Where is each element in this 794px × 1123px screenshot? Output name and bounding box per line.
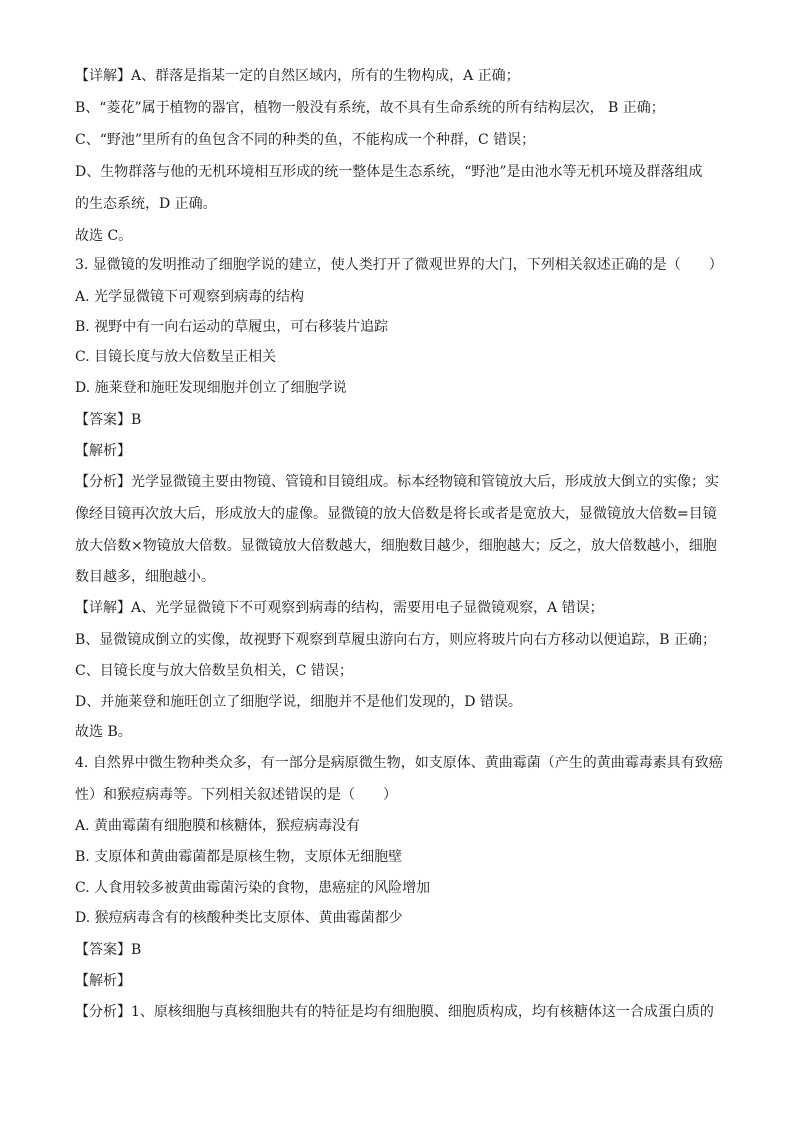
question-stem: 3. 显微镜的发明推动了细胞学说的建立，使人类打开了微观世界的大门，下列相关叙述正确的是（ ） (75, 257, 723, 273)
text-line: 像经目镜再次放大后，形成放大的虚像。显微镜的放大倍数是将长或者是宽放大，显微镜放大倍数=目镜 (75, 506, 717, 522)
option-c: C. 目镜长度与放大倍数呈正相关 (75, 349, 277, 365)
option-d: D. 施莱登和施旺发现细胞并创立了细胞学说 (75, 380, 347, 396)
option-a: A. 黄曲霉菌有细胞膜和核糖体，猴痘病毒没有 (75, 818, 361, 834)
text-line: B、“菱花”属于植物的器官，植物一般没有系统，故不具有生命系统的所有结构层次， B 正确； (75, 100, 665, 116)
analysis-label: 【解析】 (75, 443, 131, 459)
answer-label: 【答案】B (75, 412, 142, 428)
text-line: 故选 B。 (75, 724, 132, 740)
option-d: D. 猴痘病毒含有的核酸种类比支原体、黄曲霉菌都少 (75, 910, 403, 926)
text-line: 放大倍数×物镜放大倍数。显微镜放大倍数越大，细胞数目越少，细胞越大；反之，放大倍数越小，细胞 (75, 538, 717, 554)
text-line: 的生态系统，D 正确。 (75, 196, 217, 212)
text-line: B、显微镜成倒立的实像，故视野下观察到草履虫游向右方，则应将玻片向右方移动以便追踪，B 正确； (75, 632, 717, 648)
text-line: C、目镜长度与放大倍数呈负相关，C 错误； (75, 663, 353, 679)
text-line: D、生物群落与他的无机环境相互形成的统一整体是生态系统，“野池”是由池水等无机环境及群落组成 (75, 164, 703, 180)
answer-label: 【答案】B (75, 942, 142, 958)
option-b: B. 支原体和黄曲霉菌都是原核生物，支原体无细胞壁 (75, 849, 403, 865)
text-line: 【分析】光学显微镜主要由物镜、管镜和目镜组成。标本经物镜和管镜放大后，形成放大倒立的实像；实 (75, 474, 719, 490)
option-c: C. 人食用较多被黄曲霉菌污染的食物，患癌症的风险增加 (75, 880, 431, 896)
text-line: 【详解】A、群落是指某一定的自然区域内，所有的生物构成，A 正确； (75, 68, 520, 84)
question-stem-cont: 性）和猴痘病毒等。下列相关叙述错误的是（ ） (75, 787, 397, 803)
text-line: 【分析】1、原核细胞与真核细胞共有的特征是均有细胞膜、细胞质构成，均有核糖体这一合成蛋白质的 (75, 1004, 714, 1020)
text-line: C、“野池”里所有的鱼包含不同的种类的鱼，不能构成一个种群，C 错误； (75, 132, 536, 148)
text-line: 故选 C。 (75, 228, 133, 244)
text-line: D、并施莱登和施旺创立了细胞学说，细胞并不是他们发现的，D 错误。 (75, 694, 522, 710)
option-b: B. 视野中有一向右运动的草履虫，可右移装片追踪 (75, 319, 389, 335)
analysis-label: 【解析】 (75, 973, 131, 989)
question-stem: 4. 自然界中微生物种类众多，有一部分是病原微生物，如支原体、黄曲霉菌（产生的黄曲霉毒素具有致癌 (75, 755, 723, 771)
text-line: 数目越多，细胞越小。 (75, 569, 215, 585)
text-line: 【详解】A、光学显微镜下不可观察到病毒的结构，需要用电子显微镜观察，A 错误； (75, 600, 604, 616)
option-a: A. 光学显微镜下可观察到病毒的结构 (75, 289, 305, 305)
